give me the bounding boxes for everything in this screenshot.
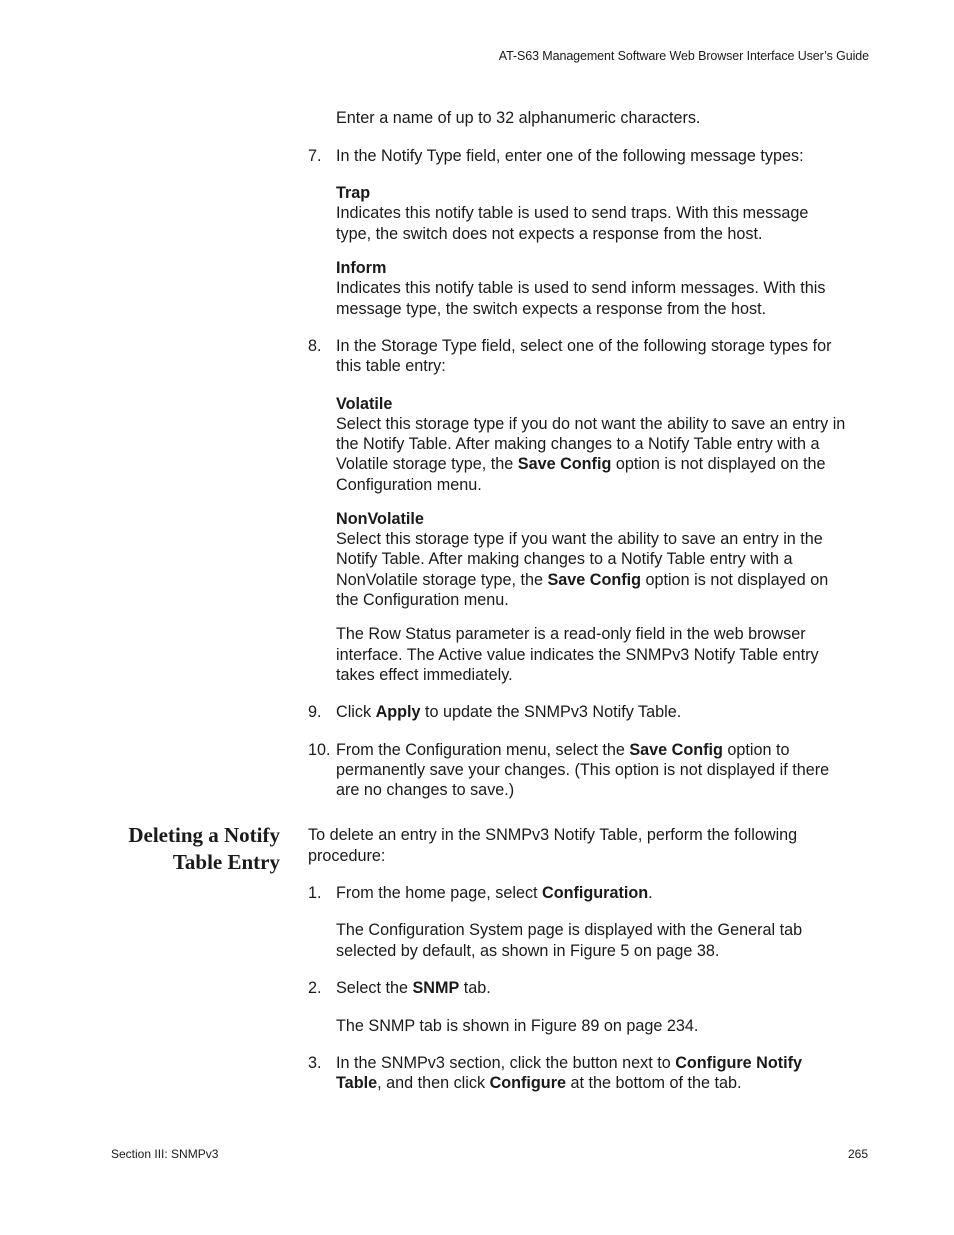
configure-term: Configure bbox=[489, 1074, 566, 1092]
delete-step-3-number: 3. bbox=[308, 1054, 322, 1072]
nonvolatile-desc-line-3: NonVolatile storage type, the Save Config option is not displayed on bbox=[336, 571, 829, 589]
row-status-line-1: The Row Status parameter is a read-only field in the web browser bbox=[336, 625, 806, 643]
nonvolatile-term: NonVolatile bbox=[336, 510, 424, 528]
step-10-line-1: From the Configuration menu, select the Save Config option to bbox=[336, 741, 790, 759]
inform-desc-line-2: message type, the switch expects a response from the host. bbox=[336, 300, 767, 318]
page-number: 265 bbox=[847, 1147, 868, 1161]
row-status-line-3: takes effect immediately. bbox=[336, 666, 513, 684]
inform-term: Inform bbox=[336, 259, 387, 277]
volatile-desc-line-2: the Notify Table. After making changes to a Notify Table entry with a bbox=[336, 435, 820, 453]
volatile-desc-line-3: Volatile storage type, the Save Config option is not displayed on the bbox=[336, 455, 826, 473]
delete-step-1-number: 1. bbox=[308, 884, 322, 902]
volatile-desc-line-4: Configuration menu. bbox=[336, 476, 482, 494]
delete-step-2-note: The SNMP tab is shown in Figure 89 on page 234. bbox=[336, 1017, 699, 1035]
delete-step-1-text: From the home page, select Configuration. bbox=[336, 884, 653, 902]
running-header: AT-S63 Management Software Web Browser Interface User’s Guide bbox=[498, 49, 869, 63]
delete-step-1-note-line-2: selected by default, as shown in Figure 5 on page 38. bbox=[336, 942, 720, 960]
snmp-term: SNMP bbox=[412, 979, 460, 997]
delete-step-1-note-line-1: The Configuration System page is displayed with the General tab bbox=[336, 921, 803, 939]
trap-term: Trap bbox=[336, 184, 371, 202]
step-10-number: 10. bbox=[308, 741, 331, 759]
section-intro-line-1: To delete an entry in the SNMPv3 Notify Table, perform the following bbox=[308, 826, 798, 844]
trap-desc-line-1: Indicates this notify table is used to send traps. With this message bbox=[336, 204, 809, 222]
inform-desc-line-1: Indicates this notify table is used to send inform messages. With this bbox=[336, 279, 826, 297]
apply-term: Apply bbox=[375, 703, 421, 721]
step-8-number: 8. bbox=[308, 337, 322, 355]
nonvolatile-desc-line-4: the Configuration menu. bbox=[336, 591, 509, 609]
volatile-term: Volatile bbox=[336, 395, 393, 413]
step-9-text: Click Apply to update the SNMPv3 Notify Table. bbox=[336, 703, 682, 721]
table-term: Table bbox=[336, 1074, 378, 1092]
configure-notify-term: Configure Notify bbox=[675, 1054, 803, 1072]
save-config-term: Save Config bbox=[629, 741, 723, 759]
row-status-line-2: interface. The Active value indicates the SNMPv3 Notify Table entry bbox=[336, 646, 819, 664]
delete-step-3-line-2: Table, and then click Configure at the bottom of the tab. bbox=[336, 1074, 742, 1092]
volatile-desc-line-1: Select this storage type if you do not want the ability to save an entry in bbox=[336, 415, 846, 433]
delete-step-2-text: Select the SNMP tab. bbox=[336, 979, 491, 997]
step-7-number: 7. bbox=[308, 147, 322, 165]
section-heading: Deleting a Notify Table Entry bbox=[128, 823, 280, 874]
trap-desc-line-2: type, the switch does not expects a response from the host. bbox=[336, 225, 763, 243]
step-7-text: In the Notify Type field, enter one of the following message types: bbox=[336, 147, 804, 165]
nonvolatile-desc-line-2: Notify Table. After making changes to a Notify Table entry with a bbox=[336, 550, 793, 568]
step-8-line-1: In the Storage Type field, select one of the following storage types for bbox=[336, 337, 832, 355]
section-intro-line-2: procedure: bbox=[308, 847, 386, 865]
step-10-line-3: are no changes to save.) bbox=[336, 781, 515, 799]
delete-step-2-number: 2. bbox=[308, 979, 322, 997]
nonvolatile-desc-line-1: Select this storage type if you want the ability to save an entry in the bbox=[336, 530, 823, 548]
delete-step-3-line-1: In the SNMPv3 section, click the button next to Configure Notify bbox=[336, 1054, 803, 1072]
step-8-line-2: this table entry: bbox=[336, 357, 446, 375]
step-9-number: 9. bbox=[308, 703, 322, 721]
name-length-note: Enter a name of up to 32 alphanumeric characters. bbox=[336, 109, 701, 127]
save-config-term: Save Config bbox=[517, 455, 612, 473]
save-config-term: Save Config bbox=[547, 571, 642, 589]
footer-section: Section III: SNMPv3 bbox=[111, 1147, 219, 1161]
step-10-line-2: permanently save your changes. (This option is not displayed if there bbox=[336, 761, 830, 779]
configuration-term: Configuration bbox=[542, 884, 649, 902]
